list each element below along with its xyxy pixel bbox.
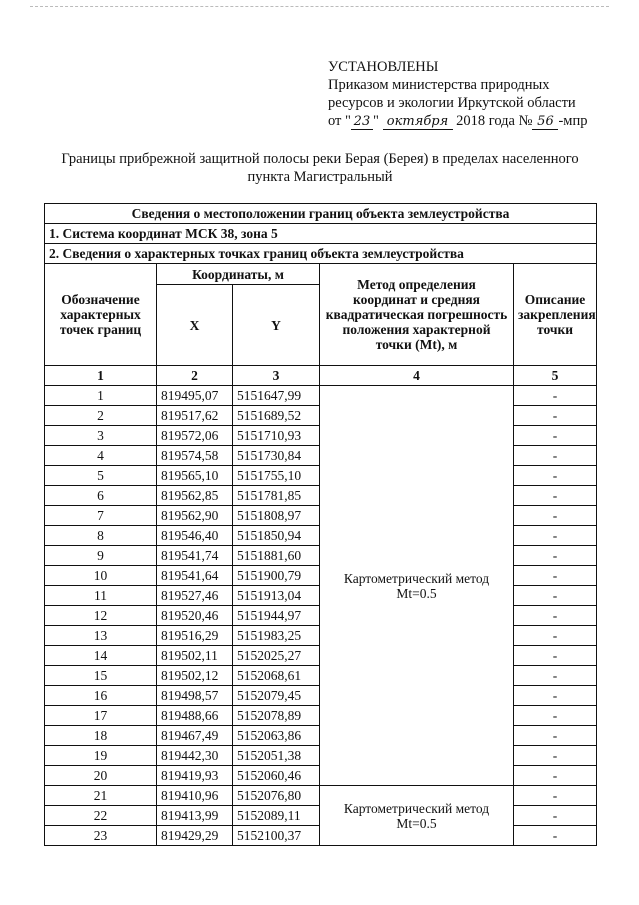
- point-description: -: [514, 466, 597, 486]
- point-description: -: [514, 566, 597, 586]
- point-number: 12: [45, 606, 157, 626]
- approval-block: [328, 58, 587, 130]
- coord-y: 5151808,97: [233, 506, 320, 526]
- point-number: 10: [45, 566, 157, 586]
- point-number: 2: [45, 406, 157, 426]
- coord-x: 819517,62: [157, 406, 233, 426]
- date-prefix: от ": [328, 113, 351, 129]
- point-description: -: [514, 646, 597, 666]
- point-number: 16: [45, 686, 157, 706]
- method-cell: Картометрический метод Mt=0.5: [320, 386, 514, 786]
- coord-x: 819562,90: [157, 506, 233, 526]
- coord-x: 819419,93: [157, 766, 233, 786]
- point-number: 18: [45, 726, 157, 746]
- order-suffix: -мпр: [558, 113, 588, 129]
- point-number: 22: [45, 806, 157, 826]
- point-number: 21: [45, 786, 157, 806]
- coord-x: 819527,46: [157, 586, 233, 606]
- coord-y: 5151647,99: [233, 386, 320, 406]
- coord-y: 5151900,79: [233, 566, 320, 586]
- section-header: Сведения о местоположении границ объекта землеустройства: [45, 204, 597, 224]
- coord-y: 5152076,80: [233, 786, 320, 806]
- point-number: 13: [45, 626, 157, 646]
- col-num-3: 3: [233, 366, 320, 386]
- date-year: 2018 года №: [456, 113, 533, 129]
- point-number: 15: [45, 666, 157, 686]
- coord-y: 5152079,45: [233, 686, 320, 706]
- coord-y: 5152100,37: [233, 826, 320, 846]
- point-number: 17: [45, 706, 157, 726]
- coord-y: 5152025,27: [233, 646, 320, 666]
- col-header-y: Y: [233, 285, 320, 366]
- coord-x: 819502,11: [157, 646, 233, 666]
- coord-x: 819413,99: [157, 806, 233, 826]
- document-title: [30, 150, 610, 186]
- coord-y: 5151944,97: [233, 606, 320, 626]
- coord-system-row: 1. Система координат МСК 38, зона 5: [45, 224, 597, 244]
- point-description: -: [514, 526, 597, 546]
- coord-x: 819410,96: [157, 786, 233, 806]
- point-description: -: [514, 406, 597, 426]
- coord-y: 5151850,94: [233, 526, 320, 546]
- coord-y: 5151755,10: [233, 466, 320, 486]
- coord-y: 5152089,11: [233, 806, 320, 826]
- coord-x: 819488,66: [157, 706, 233, 726]
- point-description: -: [514, 546, 597, 566]
- date-mid: ": [372, 113, 379, 129]
- col-num-1: 1: [45, 366, 157, 386]
- point-description: -: [514, 826, 597, 846]
- point-description: -: [514, 386, 597, 406]
- point-description: -: [514, 426, 597, 446]
- coord-y: 5152051,38: [233, 746, 320, 766]
- coord-y: 5151710,93: [233, 426, 320, 446]
- coord-y: 5151689,52: [233, 406, 320, 426]
- coord-y: 5152063,86: [233, 726, 320, 746]
- coord-x: 819541,64: [157, 566, 233, 586]
- coord-y: 5151781,85: [233, 486, 320, 506]
- table-row: [45, 386, 597, 406]
- table-body: [45, 386, 597, 846]
- point-description: -: [514, 746, 597, 766]
- point-number: 4: [45, 446, 157, 466]
- point-number: 7: [45, 506, 157, 526]
- coord-y: 5152068,61: [233, 666, 320, 686]
- point-description: -: [514, 766, 597, 786]
- col-header-desc: Описание закрепления точки: [514, 264, 597, 366]
- coord-x: 819562,85: [157, 486, 233, 506]
- point-number: 5: [45, 466, 157, 486]
- approval-order-line1: Приказом министерства природных: [328, 77, 550, 93]
- coord-y: 5152060,46: [233, 766, 320, 786]
- col-header-method: Метод определения координат и средняя квадратическая погрешность положения характерной точки (Mt), м: [320, 264, 514, 366]
- approval-order-line2: ресурсов и экологии Иркутской области: [328, 95, 576, 111]
- coord-x: 819516,29: [157, 626, 233, 646]
- coord-x: 819572,06: [157, 426, 233, 446]
- point-number: 6: [45, 486, 157, 506]
- date-month: октября: [383, 115, 453, 130]
- col-header-x: X: [157, 285, 233, 366]
- point-description: -: [514, 726, 597, 746]
- col-header-coords: Координаты, м: [157, 264, 320, 285]
- point-description: -: [514, 486, 597, 506]
- point-description: -: [514, 446, 597, 466]
- coord-x: 819541,74: [157, 546, 233, 566]
- col-num-2: 2: [157, 366, 233, 386]
- coord-x: 819442,30: [157, 746, 233, 766]
- coord-y: 5151913,04: [233, 586, 320, 606]
- coord-y: 5151881,60: [233, 546, 320, 566]
- coord-x: 819520,46: [157, 606, 233, 626]
- coord-y: 5152078,89: [233, 706, 320, 726]
- document-title-line1: Границы прибрежной защитной полосы реки Берая (Берея) в пределах населенного: [61, 151, 579, 167]
- coord-x: 819467,49: [157, 726, 233, 746]
- coord-x: 819498,57: [157, 686, 233, 706]
- coord-y: 5151730,84: [233, 446, 320, 466]
- document-title-line2: пункта Магистральный: [247, 169, 393, 185]
- approval-date-line: [328, 112, 587, 130]
- point-description: -: [514, 786, 597, 806]
- coordinates-table: [44, 203, 597, 846]
- point-number: 8: [45, 526, 157, 546]
- coord-x: 819546,40: [157, 526, 233, 546]
- point-description: -: [514, 606, 597, 626]
- point-number: 3: [45, 426, 157, 446]
- point-number: 20: [45, 766, 157, 786]
- method-cell: Картометрический метод Mt=0.5: [320, 786, 514, 846]
- coord-x: 819502,12: [157, 666, 233, 686]
- col-header-point: Обозначение характерных точек границ: [45, 264, 157, 366]
- point-number: 9: [45, 546, 157, 566]
- point-description: -: [514, 506, 597, 526]
- point-description: -: [514, 626, 597, 646]
- point-description: -: [514, 706, 597, 726]
- coord-x: 819565,10: [157, 466, 233, 486]
- date-day: 23: [351, 115, 373, 130]
- table-row: [45, 786, 597, 806]
- coord-x: 819495,07: [157, 386, 233, 406]
- point-description: -: [514, 686, 597, 706]
- col-num-4: 4: [320, 366, 514, 386]
- point-number: 14: [45, 646, 157, 666]
- point-description: -: [514, 666, 597, 686]
- top-edge-line: [30, 6, 609, 7]
- point-number: 11: [45, 586, 157, 606]
- point-number: 23: [45, 826, 157, 846]
- points-header-row: 2. Сведения о характерных точках границ объекта землеустройства: [45, 244, 597, 264]
- point-number: 1: [45, 386, 157, 406]
- coord-x: 819574,58: [157, 446, 233, 466]
- col-num-5: 5: [514, 366, 597, 386]
- order-number: 56: [532, 115, 558, 130]
- coord-y: 5151983,25: [233, 626, 320, 646]
- approval-title: УСТАНОВЛЕНЫ: [328, 59, 439, 75]
- point-description: -: [514, 806, 597, 826]
- point-description: -: [514, 586, 597, 606]
- point-number: 19: [45, 746, 157, 766]
- coord-x: 819429,29: [157, 826, 233, 846]
